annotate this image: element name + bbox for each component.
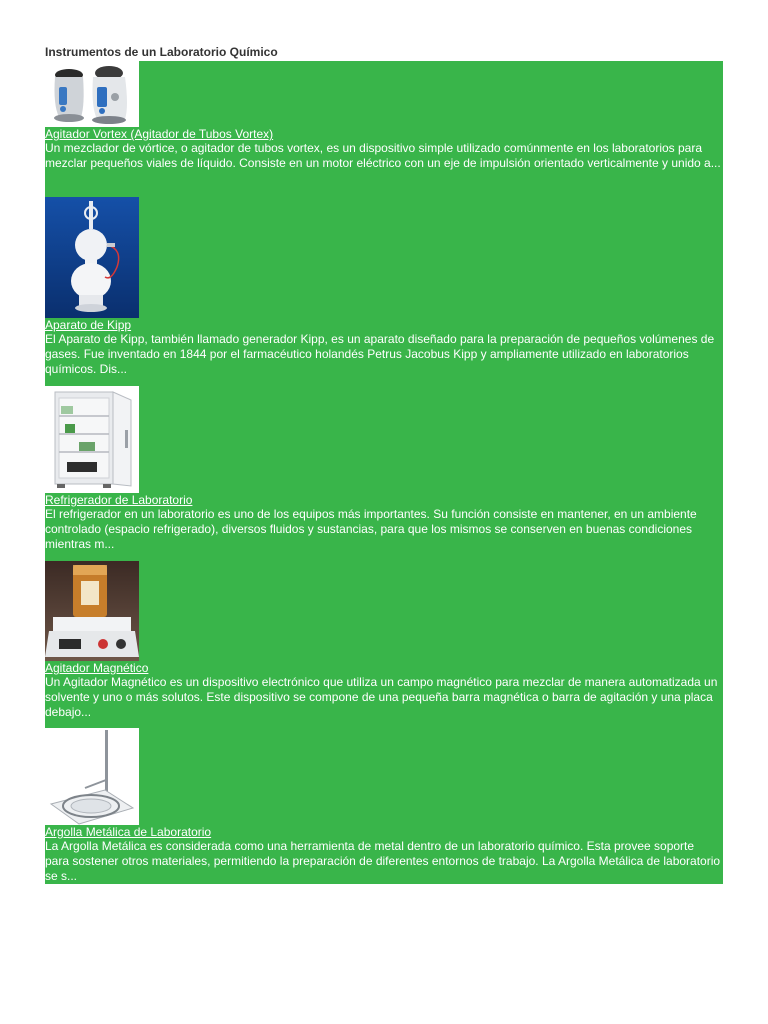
entry-description: El Aparato de Kipp, también llamado generador Kipp, es un aparato diseñado para la preparación de pequeños volúmenes de gases. Fue inventado en 1844 por el farmacéutico holandés Petrus Jacobus Kipp y ampliamente utilizado en laboratorios químicos. Dis... [45, 332, 715, 376]
metal-ring-stand-image [45, 728, 139, 825]
list-item [45, 386, 723, 552]
page-title: Instrumentos de un Laboratorio Químico [45, 45, 278, 59]
entry-description: Un mezclador de vórtice, o agitador de tubos vortex, es un dispositivo simple utilizado comúnmente en los laboratorios para mezclar pequeños viales de líquido. Consiste en un motor eléctrico con un eje de impulsión orientado verticalmente y unido a... [45, 141, 721, 170]
entry-title-link[interactable]: Agitador Magnético [45, 661, 149, 675]
list-item [45, 61, 723, 171]
list-item [45, 561, 723, 720]
kipp-apparatus-image [45, 197, 139, 318]
vortex-mixer-image [45, 61, 139, 127]
entry-description: La Argolla Metálica es considerada como una herramienta de metal dentro de un laboratorio químico. Esta provee soporte para sostener otros materiales, permitiendo la preparación de diferentes entornos de trabajo. La Argolla Metálica de laboratorio se s... [45, 839, 721, 883]
entry-description: Un Agitador Magnético es un dispositivo electrónico que utiliza un campo magnético para mezclar de manera automatizada un solvente y uno o más solutos. Este dispositivo se compone de una pequeña barra magnética o barra de agitación y una placa debajo... [45, 675, 718, 719]
entry-title-link[interactable]: Agitador Vortex (Agitador de Tubos Vortex) [45, 127, 274, 141]
entry-title-link[interactable]: Argolla Metálica de Laboratorio [45, 825, 212, 839]
list-item [45, 197, 723, 377]
entry-title-link[interactable]: Aparato de Kipp [45, 318, 132, 332]
magnetic-stirrer-image [45, 561, 139, 661]
entry-title-link[interactable]: Refrigerador de Laboratorio [45, 493, 193, 507]
list-item [45, 728, 723, 884]
entry-description: El refrigerador en un laboratorio es uno de los equipos más importantes. Su función consiste en mantener, en un ambiente controlado (espacio refrigerado), diversos fluidos y sustancias, para que los mismos se conserven en buenas condiciones mientras m... [45, 507, 697, 551]
lab-refrigerator-image [45, 386, 139, 493]
content-panel [45, 61, 723, 884]
